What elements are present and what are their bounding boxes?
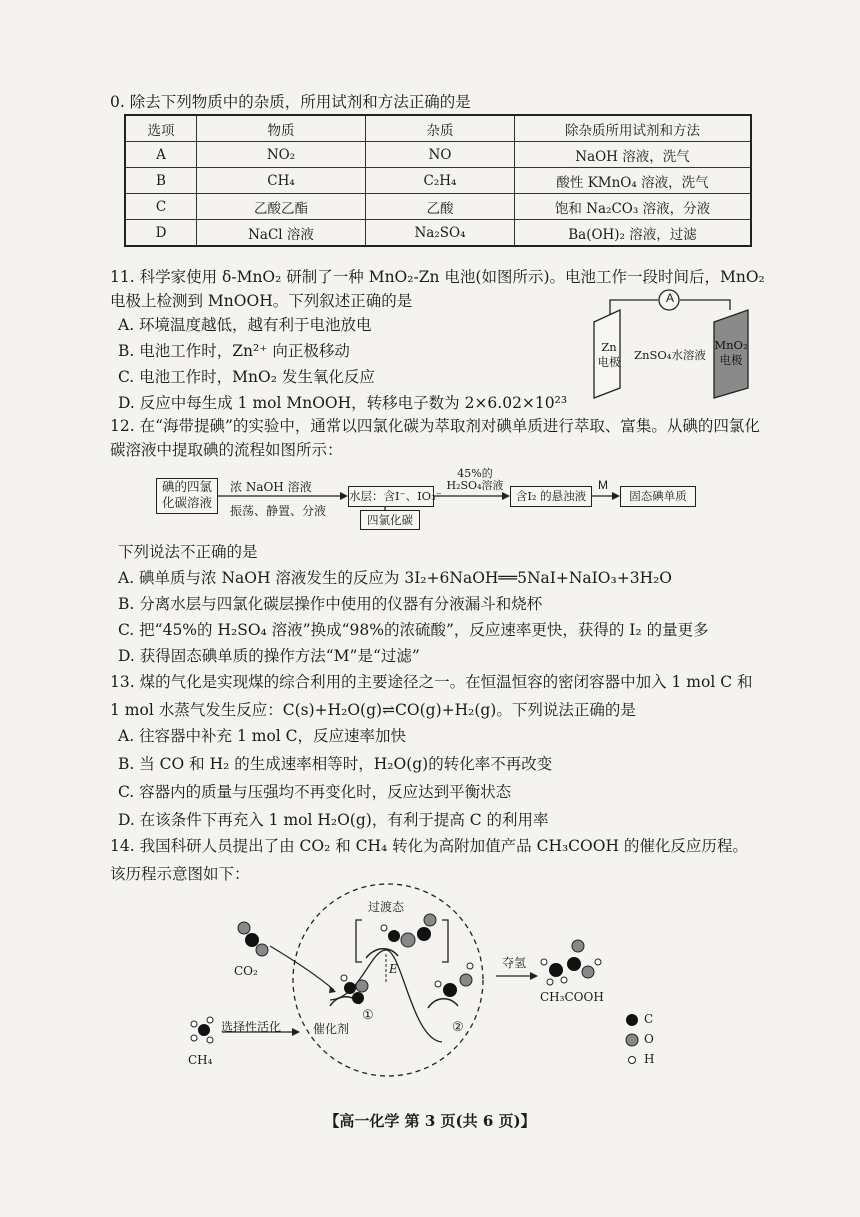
question-11-line2: 电极上检测到 MnOOH。下列叙述正确的是 — [110, 292, 413, 310]
legend-h-icon — [629, 1057, 636, 1064]
table-cell: NaOH 溶液，洗气 — [515, 142, 752, 168]
legend-c-icon — [626, 1014, 638, 1026]
table-header: 选项 — [125, 115, 197, 142]
flow-water-layer-box: 水层：含I⁻、IO₃⁻ — [348, 486, 434, 507]
option-b: B. 电池工作时，Zn²⁺ 向正极移动 — [118, 342, 350, 360]
mno2-electrode-label: MnO₂ 电极 — [714, 338, 748, 367]
flow-operation1: 振荡、静置、分液 — [230, 504, 327, 518]
table-cell: Na₂SO₄ — [366, 220, 515, 247]
iodine-flowchart — [118, 468, 758, 532]
question-13-line1: 13. 煤的气化是实现煤的综合利用的主要途径之一。在恒温恒容的密闭容器中加入 1 mol C 和 — [110, 673, 753, 691]
question-10-stem: 0. 除去下列物质中的杂质，所用试剂和方法正确的是 — [110, 93, 471, 111]
table-cell: CH₄ — [197, 168, 366, 194]
impurity-table — [124, 114, 752, 247]
table-header: 物质 — [197, 115, 366, 142]
table-cell: NaCl 溶液 — [197, 220, 366, 247]
option-b: B. 当 CO 和 H₂ 的生成速率相等时，H₂O(g)的转化率不再改变 — [118, 755, 553, 773]
table-header: 除杂质所用试剂和方法 — [515, 115, 752, 142]
page-footer: 【高一化学 第 3 页(共 6 页)】 — [324, 1112, 536, 1130]
question-10 — [110, 90, 780, 114]
flow-m-label: M — [598, 478, 608, 492]
legend-h-label: H — [644, 1052, 655, 1066]
option-a: A. 往容器中补充 1 mol C，反应速率加快 — [118, 727, 407, 745]
zn-electrode-label: Zn 电极 — [597, 340, 621, 369]
table-row — [125, 194, 751, 220]
product-label: CH₃COOH — [540, 990, 604, 1004]
step-2-label: ② — [452, 1020, 464, 1035]
catalysis-diagram — [180, 880, 680, 1080]
energy-label: E — [389, 962, 398, 976]
table-cell: 饱和 Na₂CO₃ 溶液，分液 — [515, 194, 752, 220]
option-c: C. 容器内的质量与压强均不再变化时，反应达到平衡状态 — [118, 783, 512, 801]
table-cell: NO — [366, 142, 515, 168]
question-13 — [110, 670, 780, 722]
table-cell: 酸性 KMnO₄ 溶液，洗气 — [515, 168, 752, 194]
table-cell: NO₂ — [197, 142, 366, 168]
option-a: A. 环境温度越低，越有利于电池放电 — [118, 316, 372, 334]
table-row — [125, 168, 751, 194]
step-1-label: ① — [362, 1008, 374, 1023]
table-header-row — [125, 115, 751, 142]
table-cell: B — [125, 168, 197, 194]
table-cell: A — [125, 142, 197, 168]
solution-label: ZnSO₄水溶液 — [634, 348, 706, 362]
legend-c-label: C — [644, 1012, 654, 1026]
option-c: C. 电池工作时，MnO₂ 发生氧化反应 — [118, 368, 375, 386]
table-row — [125, 142, 751, 168]
table-cell: 乙酸乙酯 — [197, 194, 366, 220]
question-14 — [110, 834, 780, 886]
flow-start-box: 碘的四氯化碳溶液 — [156, 478, 218, 514]
question-12 — [110, 414, 780, 462]
dehydrogenation-label: 夺氢 — [502, 956, 527, 970]
co2-label: CO₂ — [234, 964, 258, 978]
question-12-ask: 下列说法不正确的是 — [118, 543, 258, 561]
legend-o-icon — [626, 1034, 638, 1046]
table-cell: D — [125, 220, 197, 247]
option-b: B. 分离水层与四氯化碳层操作中使用的仪器有分液漏斗和烧杯 — [118, 595, 543, 613]
question-14-line1: 14. 我国科研人员提出了由 CO₂ 和 CH₄ 转化为高附加值产品 CH₃COOH 的催化反应历程。 — [110, 837, 748, 855]
question-11-line1: 11. 科学家使用 δ-MnO₂ 研制了一种 MnO₂-Zn 电池(如图所示)。电池工作一段时间后，MnO₂ — [110, 268, 765, 286]
flow-reagent1: 浓 NaOH 溶液 — [230, 480, 312, 494]
option-d: D. 获得固态碘单质的操作方法“M”是“过滤” — [118, 647, 420, 665]
option-d: D. 反应中每生成 1 mol MnOOH，转移电子数为 2×6.02×10²³ — [118, 394, 568, 412]
flow-ccl4-box: 四氯化碳 — [360, 510, 420, 530]
flow-suspension-box: 含I₂ 的悬浊液 — [510, 486, 592, 507]
option-c: C. 把“45%的 H₂SO₄ 溶液”换成“98%的浓硫酸”，反应速率更快，获得的 I₂ 的量更多 — [118, 621, 709, 639]
ammeter-label: A — [665, 291, 674, 305]
transition-state-label: 过渡态 — [368, 900, 405, 914]
flow-end-box: 固态碘单质 — [620, 486, 696, 507]
table-header: 杂质 — [366, 115, 515, 142]
question-13-line2: 1 mol 水蒸气发生反应：C(s)+H₂O(g)⇌CO(g)+H₂(g)。下列说法正确的是 — [110, 701, 636, 719]
question-12-line1: 12. 在“海带提碘”的实验中，通常以四氯化碳为萃取剂对碘单质进行萃取、富集。从碘的四氯化 — [110, 417, 760, 435]
question-14-line2: 该历程示意图如下： — [110, 865, 250, 883]
table-cell: Ba(OH)₂ 溶液，过滤 — [515, 220, 752, 247]
option-d: D. 在该条件下再充入 1 mol H₂O(g)，有利于提高 C 的利用率 — [118, 811, 549, 829]
option-a: A. 碘单质与浓 NaOH 溶液发生的反应为 3I₂+6NaOH══5NaI+NaIO₃+3H₂O — [118, 569, 673, 587]
catalyst-label: 催化剂 — [313, 1022, 350, 1036]
ch4-label: CH₄ — [188, 1053, 213, 1067]
table-cell: C₂H₄ — [366, 168, 515, 194]
flow-reagent2: 45%的 H₂SO₄溶液 — [446, 467, 504, 492]
question-12-line2: 碳溶液中提取碘的流程如图所示： — [110, 441, 343, 459]
activation-label: 选择性活化 — [221, 1020, 282, 1034]
table-cell: C — [125, 194, 197, 220]
legend-o-label: O — [644, 1032, 654, 1046]
table-cell: 乙酸 — [366, 194, 515, 220]
table-row — [125, 220, 751, 247]
